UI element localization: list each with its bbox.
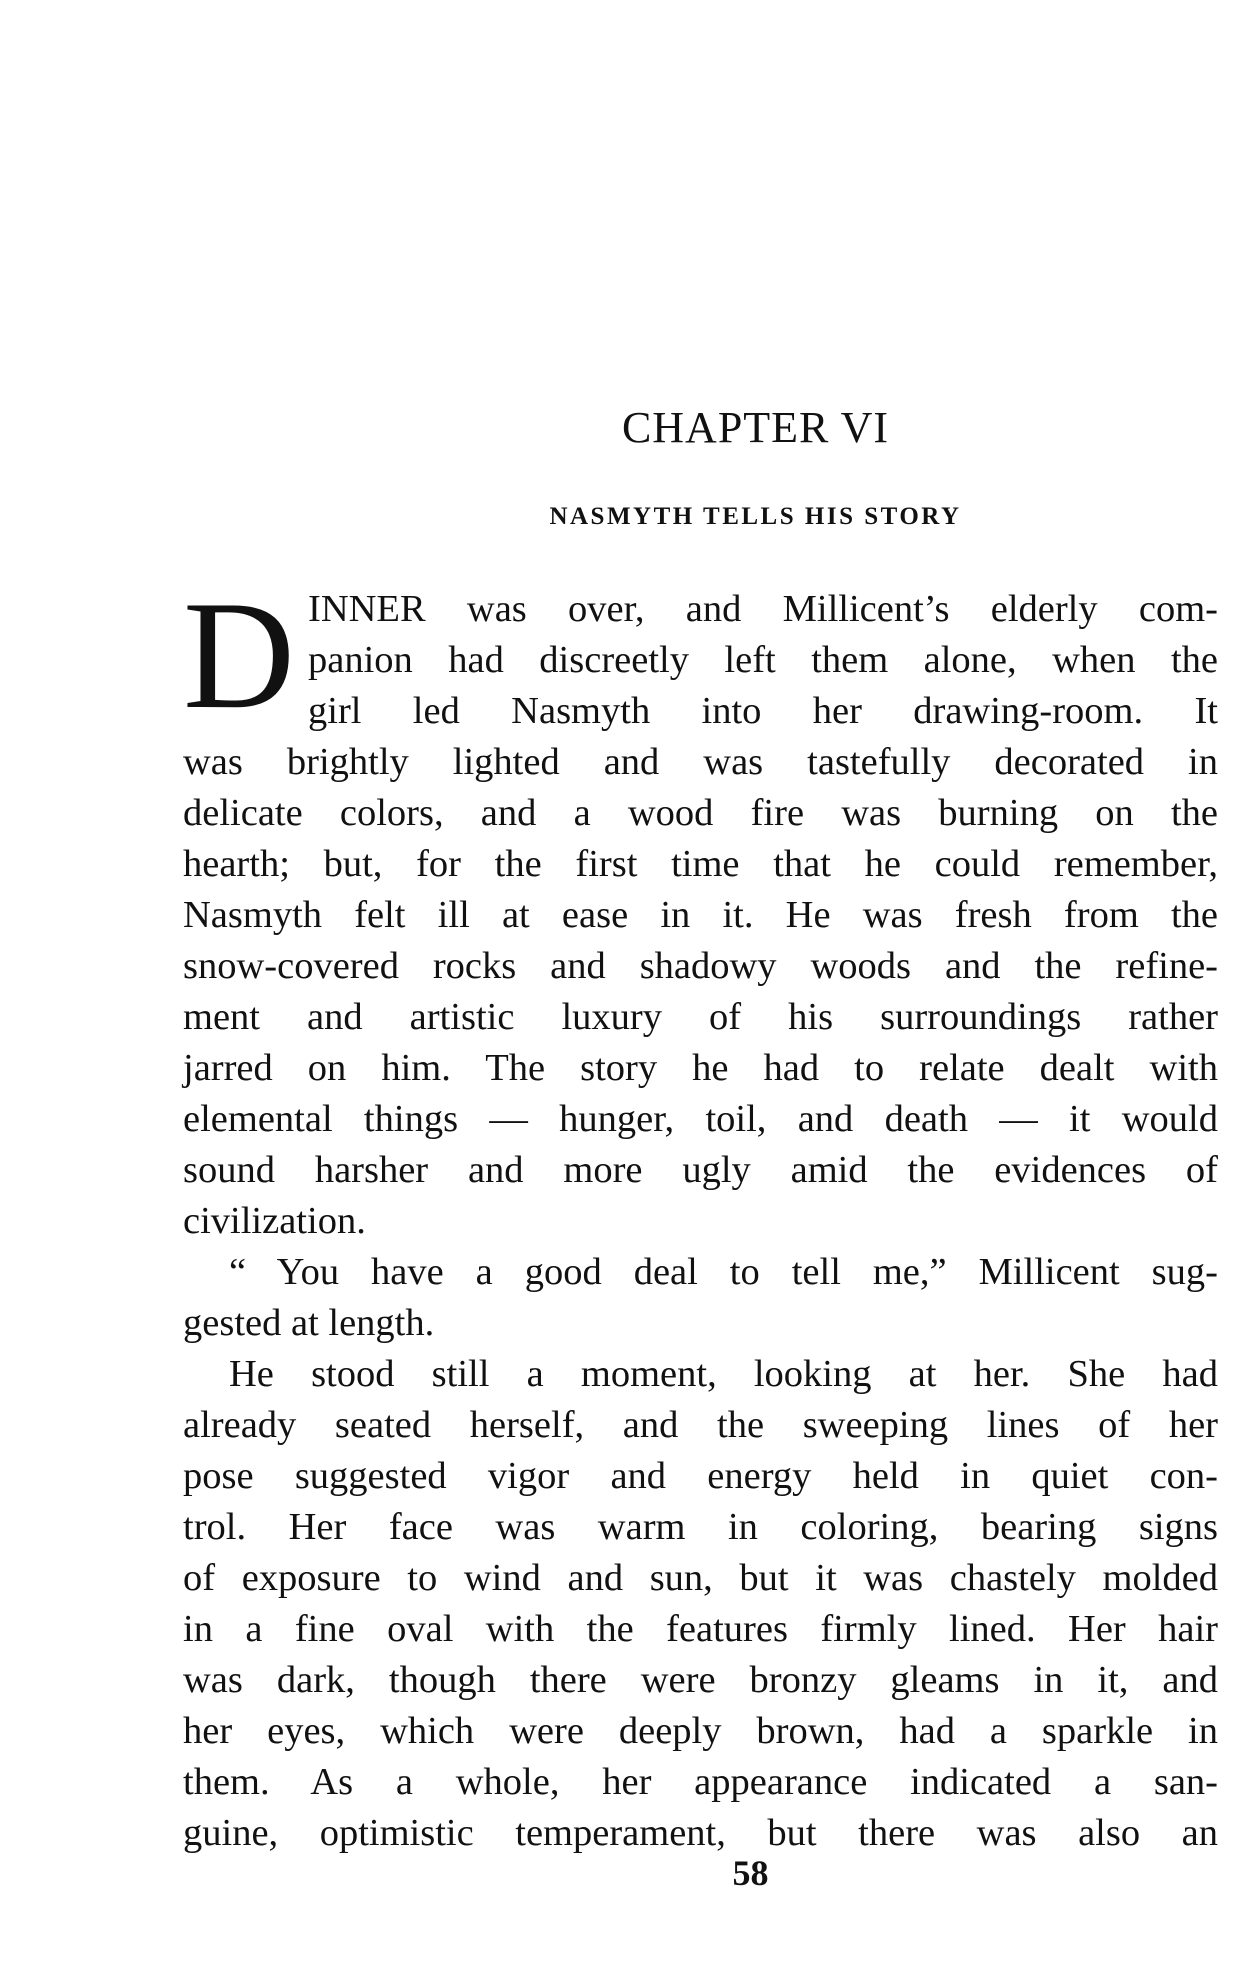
text-line: pose suggested vigor and energy held in quiet con- — [183, 1455, 1218, 1497]
text-line: guine, optimistic temperament, but there was also an — [183, 1812, 1218, 1854]
chapter-subtitle: NASMYTH TELLS HIS STORY — [549, 503, 962, 530]
text-line: INNER was over, and Millicent’s elderly com- — [308, 588, 1218, 630]
chapter-title: CHAPTER VI — [621, 403, 890, 452]
text-line: jarred on him. The story he had to relate dealt with — [183, 1047, 1218, 1089]
drop-cap: D — [183, 569, 295, 741]
text-line: gested at length. — [183, 1302, 435, 1344]
text-line: hearth; but, for the first time that he could remember, — [183, 843, 1218, 885]
body-text — [183, 584, 1218, 1859]
text-line: Nasmyth felt ill at ease in it. He was fresh from the — [183, 894, 1218, 936]
text-line: trol. Her face was warm in coloring, bearing signs — [183, 1506, 1218, 1548]
text-line: “ You have a good deal to tell me,” Millicent sug- — [229, 1251, 1218, 1293]
text-line: girl led Nasmyth into her drawing-room. It — [308, 690, 1218, 732]
text-line: in a fine oval with the features firmly lined. Her hair — [183, 1608, 1218, 1650]
text-line: delicate colors, and a wood fire was burning on the — [183, 792, 1218, 834]
text-line: snow-covered rocks and shadowy woods and the refine- — [183, 945, 1218, 987]
text-line: He stood still a moment, looking at her. She had — [229, 1353, 1218, 1395]
text-line: panion had discreetly left them alone, when the — [308, 639, 1218, 681]
text-line: was dark, though there were bronzy gleams in it, and — [183, 1659, 1218, 1701]
text-line: civilization. — [183, 1200, 366, 1242]
text-line: was brightly lighted and was tastefully decorated in — [183, 741, 1218, 783]
text-line: sound harsher and more ugly amid the evidences of — [183, 1149, 1218, 1191]
text-line: her eyes, which were deeply brown, had a sparkle in — [183, 1710, 1218, 1752]
text-line: ment and artistic luxury of his surroundings rather — [183, 996, 1218, 1038]
text-line: already seated herself, and the sweeping lines of her — [183, 1404, 1218, 1446]
text-line: them. As a whole, her appearance indicated a san- — [183, 1761, 1218, 1803]
page-number: 58 — [732, 1853, 769, 1893]
text-line: elemental things — hunger, toil, and death — it would — [183, 1098, 1218, 1140]
text-line: of exposure to wind and sun, but it was chastely molded — [183, 1557, 1218, 1599]
